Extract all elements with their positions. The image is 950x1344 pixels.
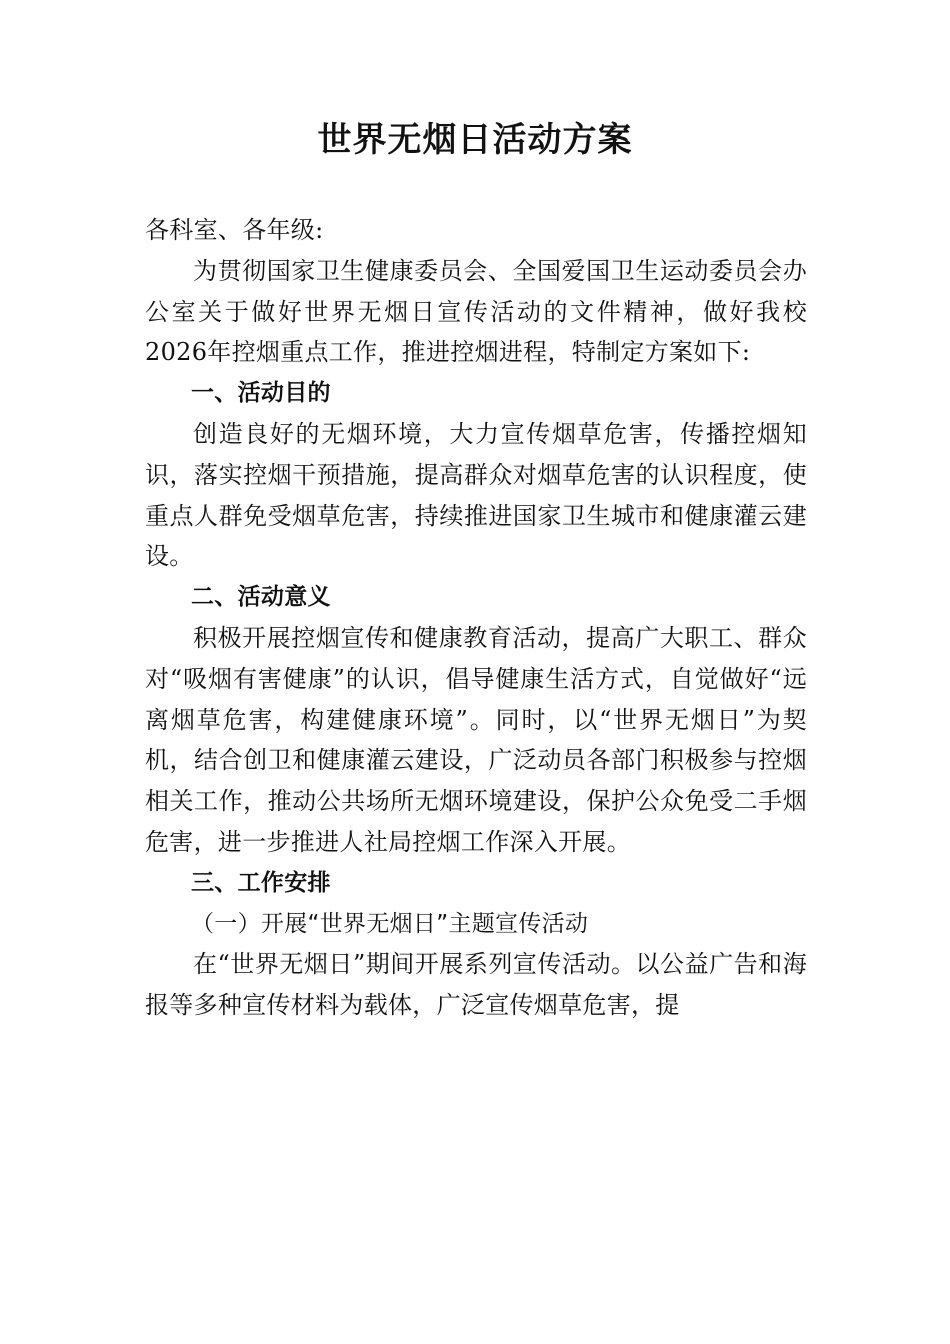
section-body-purpose: 创造良好的无烟环境，大力宣传烟草危害，传播控烟知识，落实控烟干预措施，提高群众对烟草危害的认识程度，使重点人群免受烟草危害，持续推进国家卫生城市和健康灌云建设。 — [145, 419, 807, 571]
section-body-significance: 积极开展控烟宣传和健康教育活动，提高广大职工、群众对“吸烟有害健康”的认识，倡导健康生活方式，自觉做好“远离烟草危害，构建健康环境”。同时，以“世界无烟日”为契机，结合创卫和健康灌云建设，广泛动员各部门积极参与控烟相关工作，推动公共场所无烟环境建设，保护公众免受二手烟危害，进一步推进人社局控烟工作深入开展。 — [145, 623, 807, 856]
section-heading-significance: 二、活动意义 — [191, 584, 331, 611]
document-body — [145, 210, 807, 1026]
section-heading-arrangement: 三、工作安排 — [191, 869, 331, 896]
intro-paragraph: 为贯彻国家卫生健康委员会、全国爱国卫生运动委员会办公室关于做好世界无烟日宣传活动的文件精神，做好我校2026年控烟重点工作，推进控烟进程，特制定方案如下: — [145, 256, 807, 367]
salutation: 各科室、各年级: — [145, 216, 324, 244]
section-heading-purpose: 一、活动目的 — [191, 380, 331, 407]
subsection-body-campaign: 在“世界无烟日”期间开展系列宣传活动。以公益广告和海报等多种宣传材料为载体，广泛宣传烟草危害，提 — [145, 950, 807, 1020]
document-title: 世界无烟日活动方案 — [317, 120, 633, 160]
subsection-heading-campaign: （一）开展“世界无烟日”主题宣传活动 — [191, 910, 589, 937]
